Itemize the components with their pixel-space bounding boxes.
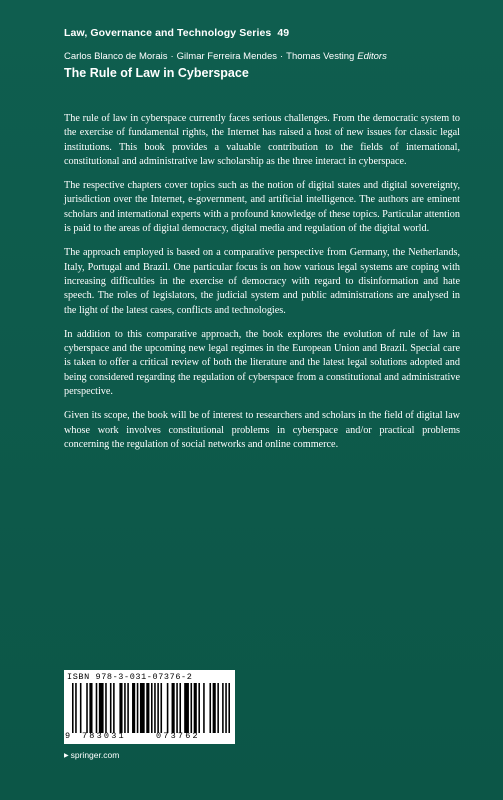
barcode-bar xyxy=(75,683,77,733)
barcode-bar xyxy=(119,683,122,733)
barcode-bar xyxy=(105,683,107,733)
barcode-bar xyxy=(213,683,216,733)
barcode-bar xyxy=(217,683,219,733)
barcode-digit-group: 783031 xyxy=(82,731,126,741)
barcode-bar xyxy=(80,683,82,733)
site-text: springer.com xyxy=(70,750,120,760)
barcode-bar xyxy=(96,683,98,733)
barcode-bar xyxy=(179,683,181,733)
barcode-bar xyxy=(184,683,189,733)
blurb-paragraph: The respective chapters cover topics such as the notion of digital states and digital sovereignty, jurisdiction over the Internet, e-government, and artificial intelligence. The authors are eminent scholars and international experts with a profound knowledge of these topics. Particular attention is paid to the areas of digital democracy, digital media and regulation of the digital world. xyxy=(64,180,460,235)
barcode-bar xyxy=(127,683,129,733)
editors-line xyxy=(64,51,387,62)
editor-name: Gilmar Ferreira Mendes xyxy=(176,51,277,62)
editors-role: Editors xyxy=(357,51,387,62)
blurb-paragraph: Given its scope, the book will be of interest to researchers and scholars in the field of digital law whose work involves constitutional problems in cyberspace and/or practical problems concerning the regulation of social networks and online commerce. xyxy=(64,410,460,450)
barcode xyxy=(64,670,235,744)
editor-name: Carlos Blanco de Morais xyxy=(64,51,168,62)
barcode-bar xyxy=(222,683,224,733)
publisher-site xyxy=(64,750,119,760)
blurb-paragraph: The approach employed is based on a comparative perspective from Germany, the Netherlands, Italy, Portugal and Brazil. One particular focus is on how various legal systems are coping with increasing difficulties in the exercise of democracy with regard to disinformation and hate speech. The roles of legislators, the judicial system and public administrations are analysed in the light of the latest cases, conflicts and technologies. xyxy=(64,247,460,316)
barcode-bars xyxy=(72,683,230,733)
barcode-bar xyxy=(124,683,126,733)
barcode-bar xyxy=(203,683,205,733)
separator-dot: · xyxy=(170,51,174,62)
barcode-digit-lead: 9 xyxy=(65,731,71,741)
barcode-bar xyxy=(137,683,139,733)
separator-dot: · xyxy=(279,51,284,62)
barcode-bar xyxy=(154,683,156,733)
series-name: Law, Governance and Technology Series xyxy=(64,27,272,39)
blurb xyxy=(64,112,460,462)
barcode-bar xyxy=(228,683,230,733)
blurb-paragraph: In addition to this comparative approach, the book explores the evolution of rule of law in cyberspace and the upcoming new legal regimes in the European Union and Brazil. Special care is taken to offer a critical review of both the literature and the latest legal solutions adopted and being considered regarding the regulation of cyberspace from a constitutional and administrative perspective. xyxy=(64,328,460,398)
barcode-bar xyxy=(113,683,115,733)
barcode-bar xyxy=(99,683,104,733)
barcode-bar xyxy=(86,683,88,733)
barcode-bar xyxy=(151,683,153,733)
barcode-bar xyxy=(194,683,197,733)
barcode-bar xyxy=(209,683,211,733)
series-line xyxy=(64,27,289,39)
barcode-bar xyxy=(172,683,175,733)
book-title: The Rule of Law in Cyberspace xyxy=(64,66,249,80)
barcode-digit-group: 073762 xyxy=(156,731,200,741)
barcode-bar xyxy=(146,683,149,733)
barcode-bar xyxy=(160,683,162,733)
barcode-bar xyxy=(225,683,227,733)
barcode-bar xyxy=(198,683,200,733)
arrow-icon: ▶ xyxy=(64,753,69,759)
barcode-bar xyxy=(132,683,135,733)
barcode-bar xyxy=(89,683,92,733)
blurb-paragraph: The rule of law in cyberspace currently faces serious challenges. From the democratic system to the exercise of fundamental rights, the Internet has raised a host of new issues for classic legal institutions. This book provides a valuable contribution to the fields of international, constitutional and administrative law scholarship as the three interact in cyberspace. xyxy=(64,113,460,167)
isbn-label: ISBN 978-3-031-07376-2 xyxy=(67,672,193,682)
barcode-bar xyxy=(191,683,193,733)
barcode-bar xyxy=(110,683,112,733)
barcode-bar xyxy=(167,683,169,733)
barcode-bar xyxy=(140,683,145,733)
series-number: 49 xyxy=(277,27,290,39)
barcode-bar xyxy=(157,683,159,733)
editor-name: Thomas Vesting xyxy=(286,51,355,62)
barcode-bar xyxy=(176,683,178,733)
barcode-bar xyxy=(72,683,74,733)
